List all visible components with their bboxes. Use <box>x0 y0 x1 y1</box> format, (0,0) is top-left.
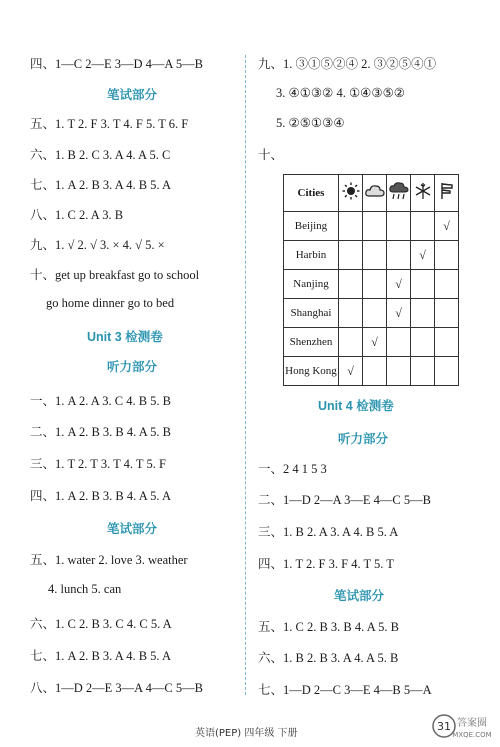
check-cell <box>339 299 363 328</box>
check-cell <box>387 328 411 357</box>
answer-line: 一、2 4 1 5 3 <box>258 462 327 476</box>
watermark-logo <box>428 712 496 742</box>
check-cell <box>387 241 411 270</box>
column-divider <box>245 55 246 695</box>
city-name: Nanjing <box>284 270 339 299</box>
rainy-icon <box>387 175 411 212</box>
check-cell <box>411 328 435 357</box>
check-cell <box>435 328 459 357</box>
check-cell <box>411 212 435 241</box>
answer-line: go home dinner go to bed <box>46 296 175 310</box>
table-row <box>284 328 459 357</box>
check-cell <box>363 241 387 270</box>
snowy-icon <box>411 175 435 212</box>
check-cell <box>435 270 459 299</box>
svg-text:MXQE.COM: MXQE.COM <box>452 731 492 739</box>
section-heading: Unit 3 检测卷 <box>87 330 163 344</box>
check-cell <box>339 328 363 357</box>
check-cell: √ <box>363 328 387 357</box>
answer-line: 四、1. T 2. F 3. F 4. T 5. T <box>258 557 394 571</box>
answer-line: 5. ②⑤①③④ <box>276 116 345 130</box>
answer-line: 五、1. water 2. love 3. weather <box>30 553 188 567</box>
city-name: Shanghai <box>284 299 339 328</box>
answer-line: 三、1. B 2. A 3. A 4. B 5. A <box>258 525 399 539</box>
check-cell <box>363 357 387 386</box>
check-cell <box>387 357 411 386</box>
answer-line: 二、1—D 2—A 3—E 4—C 5—B <box>258 493 431 507</box>
answer-line: 一、1. A 2. A 3. C 4. B 5. B <box>30 394 171 408</box>
city-name: Hong Kong <box>284 357 339 386</box>
city-name: Harbin <box>284 241 339 270</box>
answer-line: 七、1. A 2. B 3. A 4. B 5. A <box>30 178 171 192</box>
answer-line: 二、1. A 2. B 3. B 4. A 5. B <box>30 425 171 439</box>
table-row <box>284 212 459 241</box>
table-row <box>284 357 459 386</box>
weather-table <box>283 174 459 386</box>
check-cell <box>411 299 435 328</box>
answer-line: 八、1. C 2. A 3. B <box>30 208 124 222</box>
check-cell <box>339 212 363 241</box>
section-heading: 笔试部分 <box>107 88 158 102</box>
check-cell: √ <box>435 212 459 241</box>
check-cell <box>435 299 459 328</box>
check-cell <box>435 357 459 386</box>
answer-line: 六、1. C 2. B 3. C 4. C 5. A <box>30 617 172 631</box>
table-header-cities: Cities <box>284 175 339 212</box>
answer-line: 十、get up breakfast go to school <box>30 268 200 282</box>
check-cell <box>363 270 387 299</box>
answer-line: 五、1. T 2. F 3. T 4. F 5. T 6. F <box>30 117 189 131</box>
check-cell <box>411 270 435 299</box>
check-cell <box>363 212 387 241</box>
svg-text:答案圈: 答案圈 <box>457 718 487 729</box>
answer-line: 四、1. A 2. B 3. B 4. A 5. A <box>30 489 171 503</box>
check-cell <box>387 212 411 241</box>
check-cell: √ <box>387 299 411 328</box>
check-cell: √ <box>339 357 363 386</box>
answer-line: 四、1—C 2—E 3—D 4—A 5—B <box>30 57 203 71</box>
answer-line: 六、1. B 2. B 3. A 4. A 5. B <box>258 651 399 665</box>
check-cell <box>339 241 363 270</box>
answer-line: 九、1. √ 2. √ 3. × 4. √ 5. × <box>30 238 165 252</box>
check-cell <box>363 299 387 328</box>
section-heading: 听力部分 <box>338 432 389 446</box>
check-cell: √ <box>387 270 411 299</box>
table-row <box>284 299 459 328</box>
city-name: Beijing <box>284 212 339 241</box>
windy-icon <box>435 175 459 212</box>
section-heading: 笔试部分 <box>334 589 385 603</box>
table-row <box>284 270 459 299</box>
answer-line: 九、1. ③①⑤②④ 2. ③②⑤④① <box>258 57 437 71</box>
sunny-icon <box>339 175 363 212</box>
answer-line: 五、1. C 2. B 3. B 4. A 5. B <box>258 620 399 634</box>
table-row <box>284 241 459 270</box>
page-footer: 英语(PEP) 四年级 下册 <box>195 728 298 739</box>
answer-line: 三、1. T 2. T 3. T 4. T 5. F <box>30 457 166 471</box>
section-heading: 笔试部分 <box>107 522 158 536</box>
section-heading: 听力部分 <box>107 360 158 374</box>
check-cell <box>411 357 435 386</box>
answer-line: 七、1—D 2—C 3—E 4—B 5—A <box>258 683 432 697</box>
answer-line: 十、 <box>258 148 284 162</box>
check-cell <box>339 270 363 299</box>
answer-line: 七、1. A 2. B 3. A 4. B 5. A <box>30 649 171 663</box>
answer-line: 八、1—D 2—E 3—A 4—C 5—B <box>30 681 203 695</box>
check-cell <box>435 241 459 270</box>
answer-line: 六、1. B 2. C 3. A 4. A 5. C <box>30 148 171 162</box>
section-heading: Unit 4 检测卷 <box>318 399 394 413</box>
city-name: Shenzhen <box>284 328 339 357</box>
answer-line: 3. ④①③② 4. ①④③⑤② <box>276 86 405 100</box>
check-cell: √ <box>411 241 435 270</box>
svg-text:31: 31 <box>437 720 451 733</box>
cloudy-icon <box>363 175 387 212</box>
answer-line: 4. lunch 5. can <box>48 582 122 596</box>
